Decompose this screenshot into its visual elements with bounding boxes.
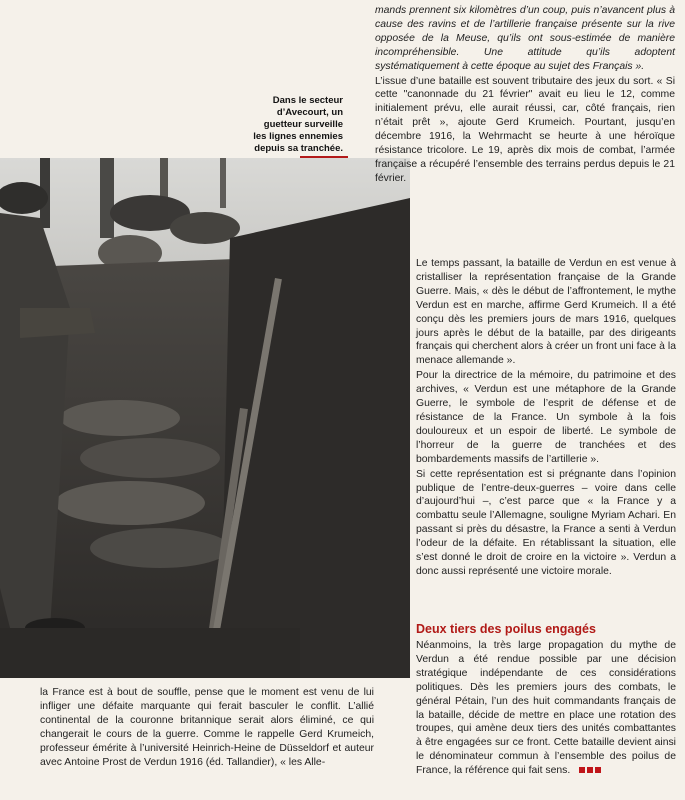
- trench-photo: [0, 158, 410, 678]
- bottom-right-section: [416, 622, 676, 779]
- paragraph-directrice: Pour la directrice de la mémoire, du patrimoine et des archives, « Verdun est une métaphore de la Grande Guerre, le symbole de l’esprit de défense et de résistance de la France. Un symbole à la fois douloureux et un espoir de liberté. Le symbole de l’horreur de la guerre de tranchées et des bombardements massifs de l’artillerie ».: [416, 370, 676, 465]
- section-subheading: Deux tiers des poilus engagés: [416, 622, 596, 636]
- bottom-paragraph-text: Néanmoins, la très large propagation du mythe de Verdun a été rendue possible par une décision stratégique indépendante de ces considérations politiques. Dès les premiers jours des combats, le général Pétain, l’un des huit commandants français de la bataille, décide de mettre en place une rotation des troupes, qui amène deux tiers des unités combattantes à être engagées sur ce front. Cette bataille devient ainsi le dénominateur commun à l’ensemble des poilus de France, la référence qui fait sens.: [416, 640, 676, 777]
- mid-intro-text: L’issue d’une bataille est souvent tributaire des jeux du sort. « Si cette "canonnade du 21 février" avait eu lieu le 12, comme initialement prévu, elle aurait réussi, car, côté français, rien n’était prêt », ajoute Gerd Krumeich. Pourtant, jusqu’en décembre 1916, la Wehrmacht se heurte à une héroïque résistance tricolore. Le 19, après dix mois de combat, l’armée française a récupéré l’ensemble des terrains perdus depuis le 21 février.: [375, 75, 675, 184]
- photo-caption: Dans le secteur d’Avecourt, un guetteur surveille les lignes ennemies depuis sa tranchée.: [253, 95, 343, 154]
- top-paragraph-text: mands prennent six kilomètres d’un coup, puis n’avancent plus à cause des ravins et de l’artillerie française présente sur la rive opposée de la Meuse, qu’ils ont sous-estimée de manière incompréhensible. Une attitude qu’ils adoptent systématiquement à cette époque au sujet des Français ».: [375, 5, 675, 72]
- paragraph-verdun-myth: Le temps passant, la bataille de Verdun en est venue à cristalliser la représentation française de la Grande Guerre. Mais, « dès le début de l’affrontement, le mythe Verdun est en marche, affirme Gerd Krumeich. Il a été conçu dès les premiers jours de mars 1916, quelques jours après le début de la bataille, par des dirigeants français qui cherchent alors à créer un front uni face à la menace allemande ».: [416, 258, 676, 367]
- bottom-paragraph: [416, 639, 676, 778]
- paragraph-representation: Si cette représentation est si prégnante dans l’opinion publique de l’entre-deux-guerres – voire dans celle d’aujourd’hui –, c’est parce que « la France y a combattu seule l’Allemagne, souligne Myriam Achari. En passant si près du désastre, la France a senti à Verdun l’odeur de la défaite. En rétablissant la situation, elle s’est donné le droit de croire en la victoire ». Verdun a donc aussi représenté une victoire morale.: [416, 468, 676, 577]
- end-of-article-mark: [577, 764, 601, 778]
- left-column: [40, 686, 374, 770]
- right-column: [416, 257, 676, 580]
- caption-rule: [300, 156, 348, 158]
- left-paragraph: la France est à bout de souffle, pense que le moment est venu de lui infliger une défaite marquante qui ferait basculer le conflit. L’allié continental de la couronne britannique serait alors éliminé, ce qui changerait le cours de la guerre. Comme le rappelle Gerd Krumeich, professeur émérite à l’université Heinrich-Heine de Düsseldorf et auteur avec Antoine Prost de Verdun 1916 (éd. Tallandier), « les Alle-: [40, 687, 374, 768]
- top-paragraph: [375, 4, 675, 187]
- trench-photo-illustration: [0, 158, 410, 678]
